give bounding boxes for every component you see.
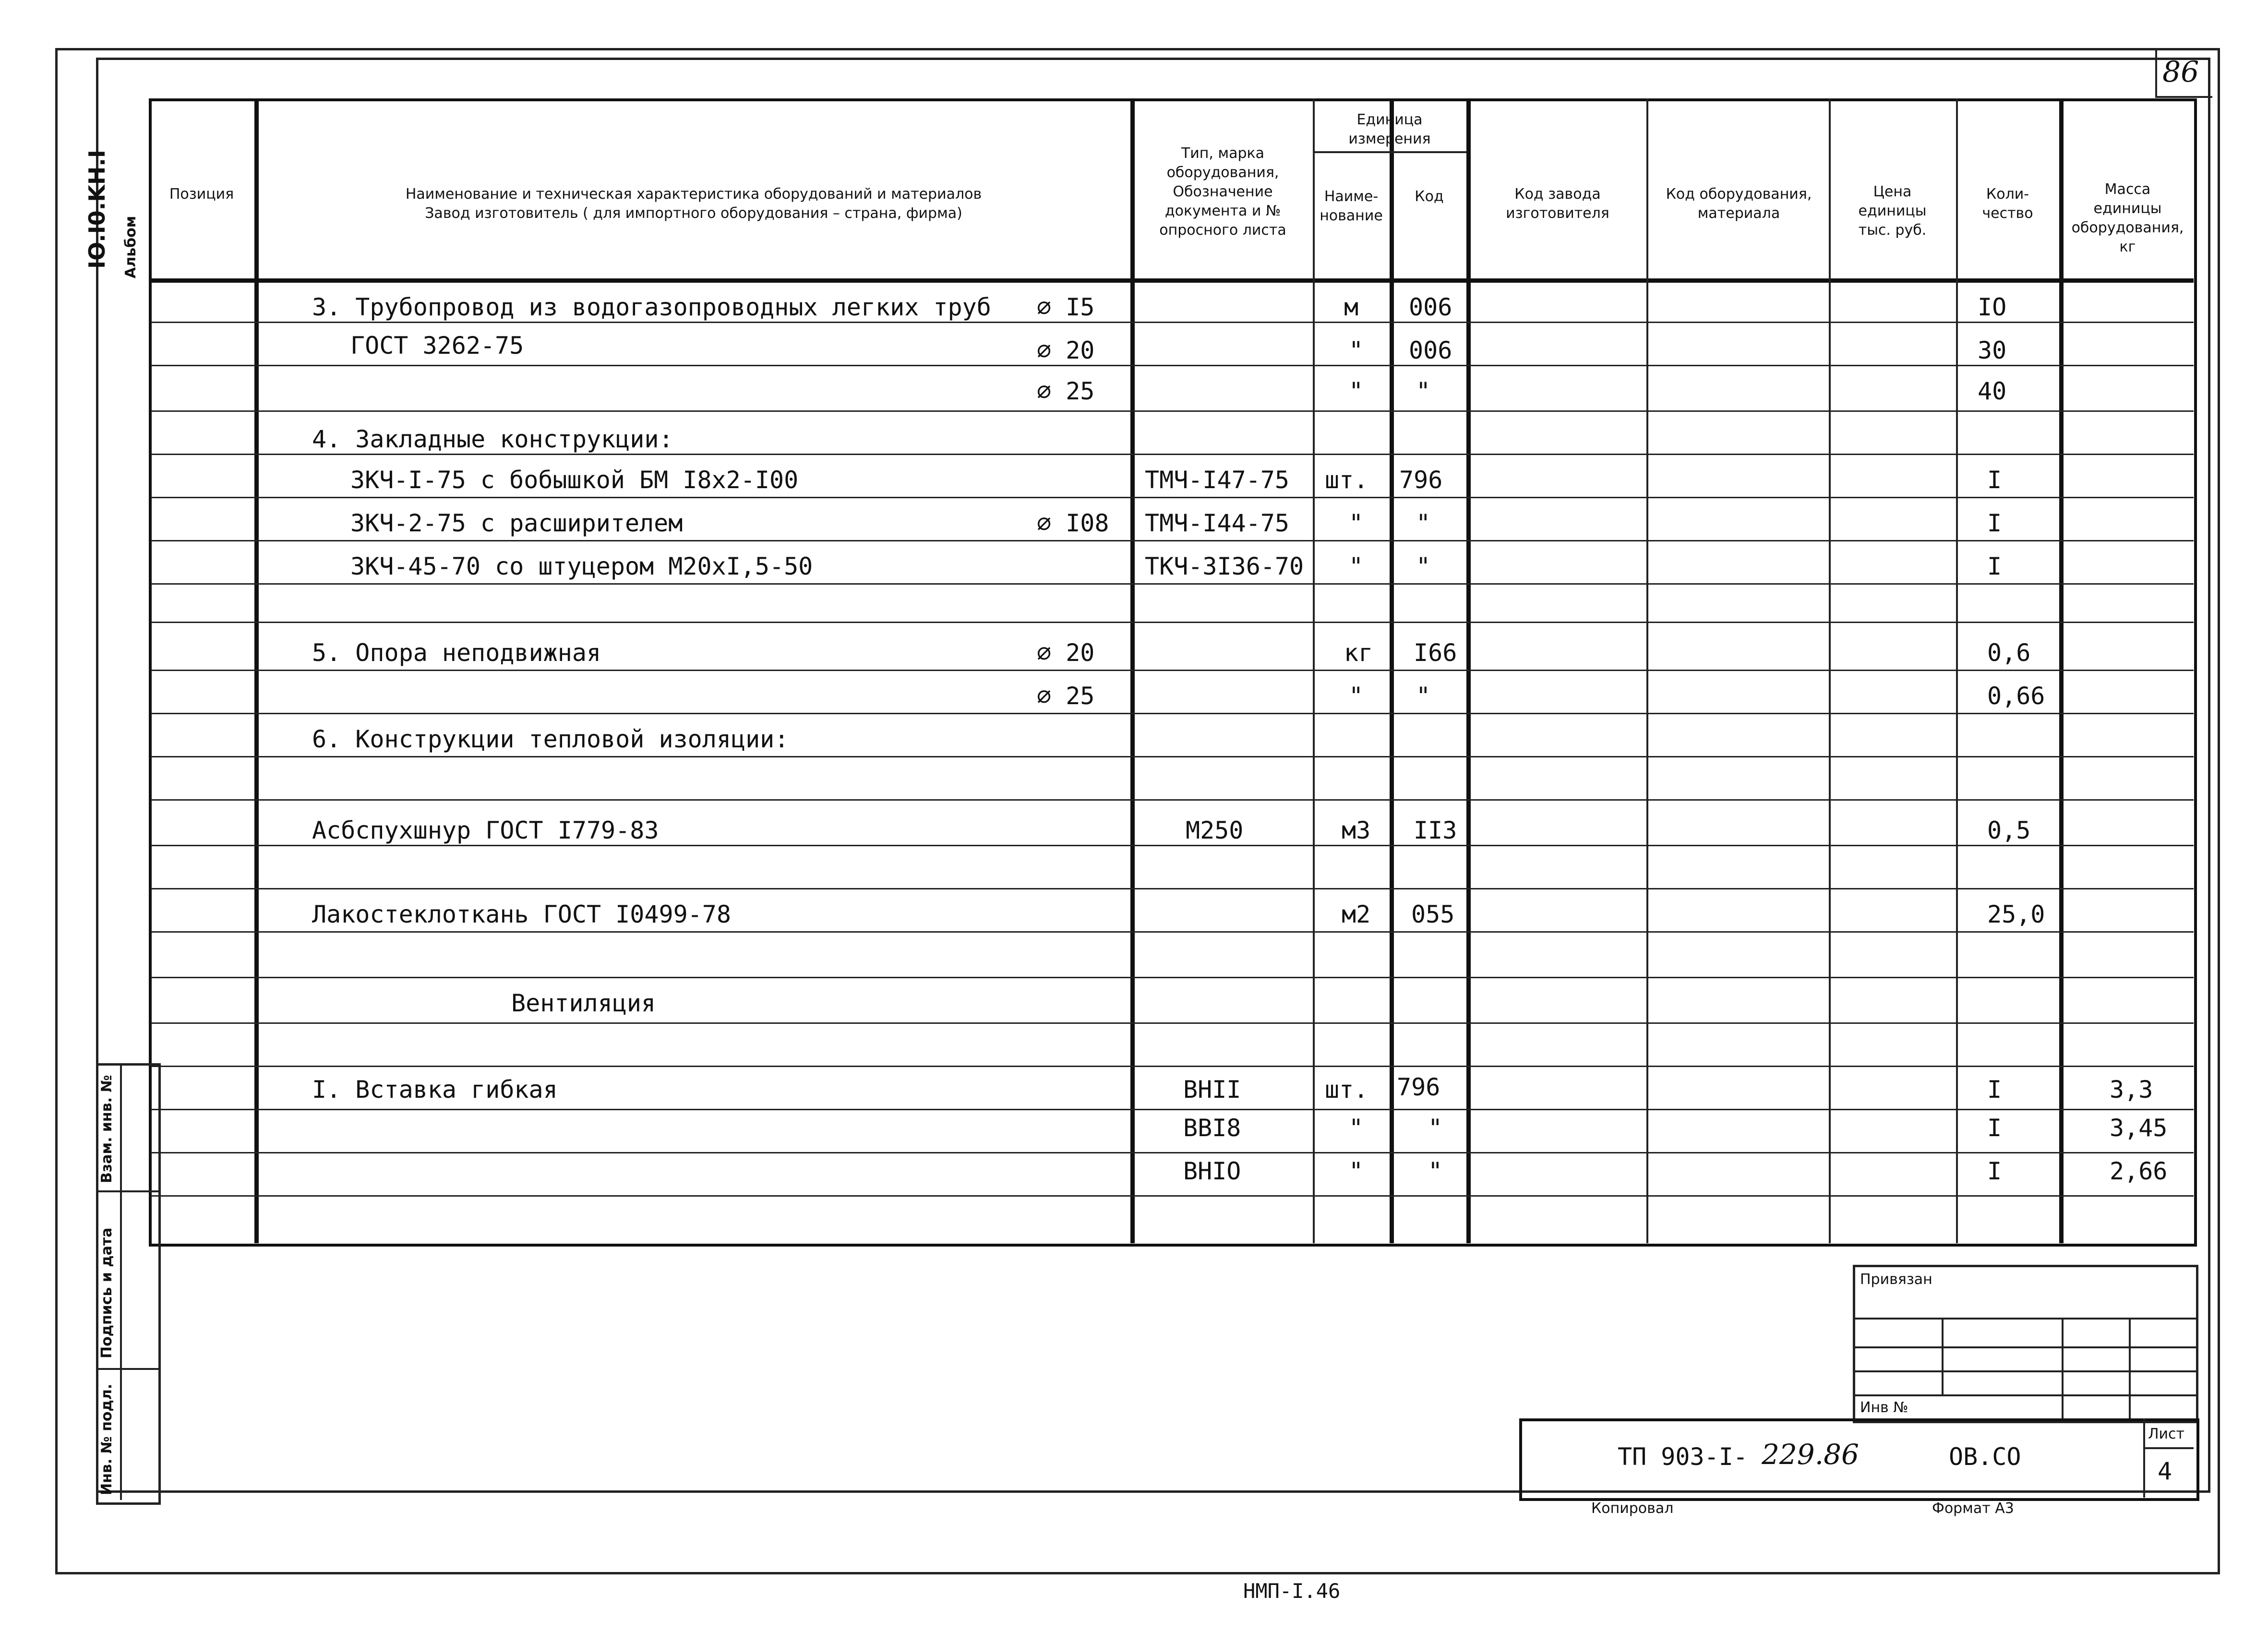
doc-code-prefix: ТП 903-I- (1618, 1443, 1748, 1471)
row-qty: 0,6 (1987, 639, 2031, 667)
doc-section: ОВ.СО (1949, 1443, 2021, 1471)
header-position: Позиция (169, 186, 234, 203)
row-qty: 40 (1978, 377, 2007, 405)
row-qty: I (1987, 1157, 2002, 1185)
row-separator (151, 845, 2194, 846)
side-stamp-podpis: Подпись и дата (98, 1227, 115, 1358)
row-name: 5. Опора неподвижная (312, 639, 601, 667)
row-diameter: ∅ 25 (1037, 377, 1095, 405)
row-code: 055 (1411, 900, 1455, 928)
album-label: Альбом (122, 216, 139, 278)
header-unit-code: Код (1415, 188, 1444, 205)
header-unit-group: Единица измерения (1348, 111, 1431, 147)
row-name: ЗКЧ-2-75 с расширителем (350, 509, 683, 537)
row-separator (151, 622, 2194, 623)
row-code: " (1428, 1157, 1443, 1185)
row-unit: шт. (1325, 466, 1368, 494)
row-qty: 30 (1978, 336, 2007, 364)
sheet-number: 4 (2158, 1457, 2172, 1485)
row-separator (151, 799, 2194, 801)
row-unit: кг (1344, 639, 1373, 667)
row-diameter: ∅ I08 (1037, 509, 1109, 537)
header-type: Тип, марка оборудования, Обозначение документа и № опросного листа (1159, 145, 1286, 239)
row-separator (151, 1152, 2194, 1153)
side-stamp-inv-podl: Инв. № подл. (98, 1383, 115, 1495)
row-code: " (1416, 682, 1431, 710)
row-type: М250 (1186, 816, 1244, 844)
copied-label: Копировал (1591, 1500, 1674, 1517)
row-separator (151, 1109, 2194, 1110)
row-qty: I (1987, 1114, 2002, 1142)
row-qty: I (1987, 509, 2002, 537)
row-diameter: ∅ 20 (1037, 336, 1095, 364)
row-code: II3 (1414, 816, 1457, 844)
row-separator (151, 583, 2194, 585)
row-type: ТМЧ-I47-75 (1145, 466, 1290, 494)
side-stamp-row-1 (96, 1190, 158, 1192)
row-type: ВВI8 (1183, 1114, 1241, 1142)
row-unit: " (1349, 552, 1364, 580)
row-qty: 0,66 (1987, 682, 2045, 710)
side-stamp-row-2 (96, 1368, 158, 1370)
header-equipment-code: Код оборудования, материала (1666, 186, 1812, 222)
row-unit: " (1349, 377, 1364, 405)
row-code: 796 (1399, 466, 1443, 494)
row-qty: I (1987, 466, 2002, 494)
row-separator (151, 670, 2194, 671)
header-quantity: Коли- чество (1982, 186, 2033, 222)
footer-code: НМП-I.46 (1243, 1579, 1341, 1603)
header-divider (149, 278, 2194, 283)
row-separator (151, 1195, 2194, 1197)
row-code: 006 (1409, 336, 1452, 364)
row-separator (151, 540, 2194, 541)
row-unit: м3 (1342, 816, 1371, 844)
row-separator (151, 977, 2194, 978)
doc-code-hand: 229.86 (1762, 1438, 1859, 1471)
row-code: " (1428, 1114, 1443, 1142)
row-code: 796 (1397, 1073, 1440, 1101)
row-unit: " (1349, 682, 1364, 710)
row-qty: IO (1978, 293, 2007, 321)
row-separator (151, 888, 2194, 889)
row-mass: 3,3 (2110, 1076, 2153, 1104)
row-unit: " (1349, 336, 1364, 364)
side-stamp-divider (120, 1063, 122, 1500)
privyazan-col-3 (2129, 1318, 2131, 1418)
row-separator (151, 365, 2194, 366)
row-separator (151, 410, 2194, 412)
spec-table (149, 98, 2197, 1247)
row-name: 4. Закладные конструкции: (312, 425, 673, 453)
row-name: 6. Конструкции тепловой изоляции: (312, 725, 789, 753)
privyazan-label: Привязан (1860, 1271, 1932, 1288)
row-code: " (1416, 377, 1431, 405)
row-separator (151, 454, 2194, 455)
row-name: ЗКЧ-45-70 со штуцером М20хI,5-50 (350, 552, 813, 580)
sheet-label-line (2143, 1447, 2194, 1449)
row-mass: 3,45 (2110, 1114, 2168, 1142)
row-name: 3. Трубопровод из водогазопроводных легких труб (312, 293, 991, 321)
row-code: " (1416, 509, 1431, 537)
row-name: Лакостеклоткань ГОСТ I0499-78 (312, 900, 731, 928)
row-unit: шт. (1325, 1076, 1368, 1104)
header-factory-code: Код завода изготовителя (1506, 186, 1609, 222)
row-separator (151, 497, 2194, 498)
side-stamp-vzam: Взам. инв. № (98, 1075, 115, 1183)
row-type: ТМЧ-I44-75 (1145, 509, 1290, 537)
row-mass: 2,66 (2110, 1157, 2168, 1185)
privyazan-col-2 (2062, 1318, 2064, 1418)
privyazan-line-4 (1853, 1394, 2196, 1396)
privyazan-line-3 (1853, 1370, 2196, 1372)
page-number: 86 (2162, 55, 2199, 89)
header-price: Цена единицы тыс. руб. (1858, 183, 1927, 239)
row-name: Асбспухшнур ГОСТ I779-83 (312, 816, 659, 844)
unit-header-divider (1313, 151, 1466, 153)
header-unit-name: Наиме- нование (1320, 188, 1383, 224)
row-code: 006 (1409, 293, 1452, 321)
row-diameter: ∅ I5 (1037, 293, 1095, 321)
row-separator (151, 713, 2194, 714)
row-qty: I (1987, 552, 2002, 580)
privyazan-line-1 (1853, 1318, 2196, 1320)
row-separator (151, 1066, 2194, 1067)
row-separator (151, 1022, 2194, 1024)
header-mass: Масса единицы оборудования, кг (2071, 181, 2184, 255)
row-qty: 0,5 (1987, 816, 2031, 844)
row-separator (151, 756, 2194, 757)
row-name: ЗКЧ-I-75 с бобышкой БМ I8x2-I00 (350, 466, 799, 494)
inv-no-label: Инв № (1860, 1399, 1908, 1416)
row-type: ВНII (1183, 1076, 1241, 1104)
row-unit: " (1349, 509, 1364, 537)
row-diameter: ∅ 20 (1037, 639, 1095, 667)
row-type: ВНIO (1183, 1157, 1241, 1185)
sheet-divider (2143, 1418, 2145, 1498)
privyazan-line-2 (1853, 1346, 2196, 1348)
row-type: ТКЧ-3I36-70 (1145, 552, 1304, 580)
row-name: Вентиляция (511, 989, 656, 1017)
header-name: Наименование и техническая характеристика оборудований и материалов Завод изготовитель ( для импортного оборудования – страна, фирма) (405, 186, 982, 222)
row-qty: 25,0 (1987, 900, 2045, 928)
album-code: IO.I0.KH.I (84, 149, 110, 269)
row-code: I66 (1414, 639, 1457, 667)
row-name: ГОСТ 3262-75 (350, 332, 524, 360)
row-separator (151, 931, 2194, 933)
row-unit: м (1344, 293, 1359, 321)
row-unit: " (1349, 1157, 1364, 1185)
row-qty: I (1987, 1076, 2002, 1104)
privyazan-col-1 (1942, 1318, 1944, 1394)
row-unit: " (1349, 1114, 1364, 1142)
format-label: Формат А3 (1932, 1500, 2014, 1517)
row-separator (151, 322, 2194, 323)
row-unit: м2 (1342, 900, 1371, 928)
row-name: I. Вставка гибкая (312, 1076, 558, 1104)
row-diameter: ∅ 25 (1037, 682, 1095, 710)
row-code: " (1416, 552, 1431, 580)
sheet-label: Лист (2148, 1426, 2185, 1442)
